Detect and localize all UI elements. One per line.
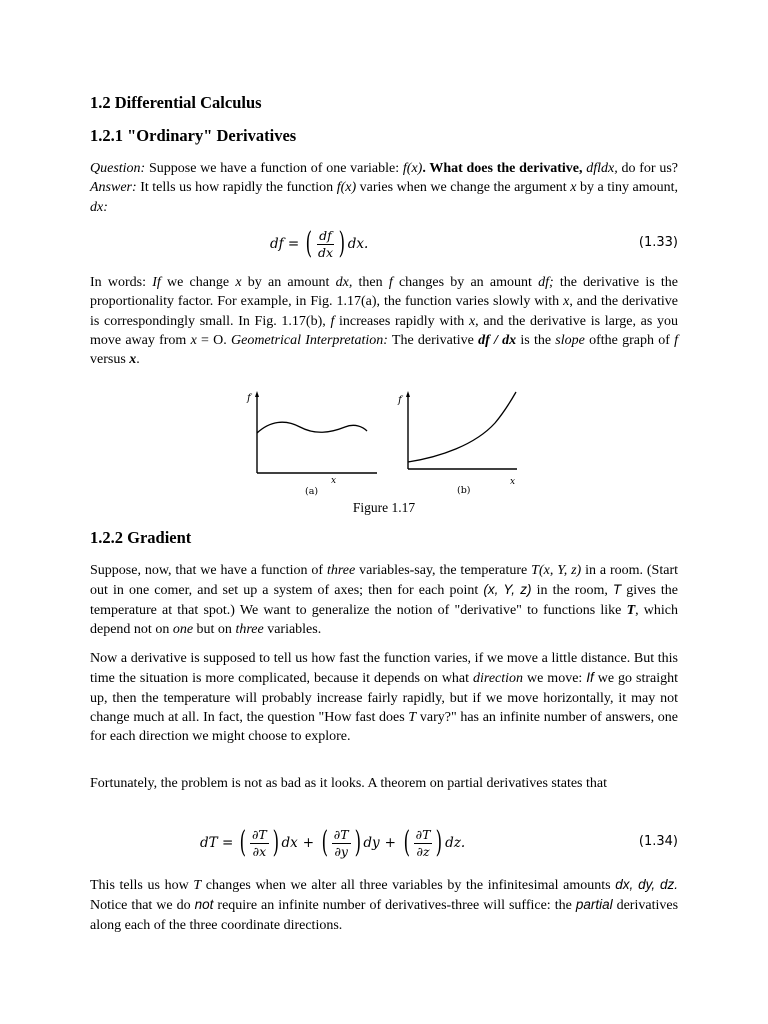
paragraph-question: Question: Suppose we have a function of one variable: f(x). What does the derivative, dfldx, do for us? Answer: It tells us how rapidly the function f(x) varies when we change the argument x by a tiny amount, dx: bbox=[90, 161, 678, 215]
figure-a-ylabel: f bbox=[247, 393, 251, 404]
figure-a bbox=[246, 391, 377, 497]
section-heading: 1.2 Differential Calculus bbox=[90, 93, 262, 112]
subsection-heading-gradient: 1.2.2 Gradient bbox=[90, 528, 192, 547]
figure-1-17 bbox=[90, 383, 678, 503]
equation-number: (1.33) bbox=[638, 235, 678, 250]
paragraph-theorem: Fortunately, the problem is not as bad as it looks. A theorem on partial derivatives states that bbox=[90, 776, 607, 791]
equation-1-33: df = ( $\frac{df}{dx}$ ) dx. (1.33) bbox=[270, 226, 678, 261]
equation-number: (1.34) bbox=[638, 834, 678, 849]
paragraph-direction: Now a derivative is supposed to tell us how fast the function varies, if we move a little distance. But this time the situation is more complicated, because it depends on what direction we move: If we go straight up, then the temperature will probably increase fairly rapidly, but if we move horizontally, it may not change much at all. In fact, the question "How fast does T vary?" has an infinite number of answers, one for each direction we might choose to explore. bbox=[90, 651, 678, 745]
paragraph-temperature: Suppose, now, that we have a function of three variables-say, the temperature T(x, Y, z) in a room. (Start out in one comer, and set up a system of axes; then for each point (x, Y, z) in the room, T gives the temperature at that spot.) We want to generalize the notion of "derivative" to functions like T, which depend not on one but on three variables. bbox=[90, 563, 679, 637]
figure-b bbox=[397, 391, 517, 496]
paragraph-partial-derivatives: This tells us how T changes when we alter all three variables by the infinitesimal amounts dx, dy, dz. Notice that we do not require an infinite number of derivatives-three will suffice: the partial derivatives along each of the three coordinate directions. bbox=[90, 877, 679, 933]
figure-b-label: (b) bbox=[457, 485, 471, 496]
figure-b-xlabel: x bbox=[510, 477, 516, 487]
eq-rhs: dx. bbox=[347, 236, 369, 252]
figure-caption: Figure 1.17 bbox=[352, 500, 416, 515]
equation-1-34: dT = ( $\frac{\partial T}{\partial x}$ ) dx + ( $\frac{\partial T}{\partial y}$ ) dy + ( $\frac{\partial T}{\partial z}$ ) dz. (1.34) bbox=[200, 825, 678, 860]
paragraph-in-words: In words: If we change x by an amount dx, then f changes by an amount df; the derivative is the proportionality factor. For example, in Fig. 1.17(a), the function varies slowly with x, and the derivative is correspondingly small. In Fig. 1.17(b), f increases rapidly with x, and the derivative is large, as you move away from x = O. Geometrical Interpretation: The derivative df / dx is the slope ofthe graph of f versus x. bbox=[90, 275, 679, 368]
figure-b-ylabel: f bbox=[398, 395, 402, 406]
figure-a-label: (a) bbox=[305, 486, 319, 497]
figure-a-xlabel: x bbox=[331, 476, 337, 486]
eq-lhs: df = bbox=[270, 236, 300, 252]
subsection-heading-ordinary-derivatives: 1.2.1 "Ordinary" Derivatives bbox=[90, 126, 297, 145]
